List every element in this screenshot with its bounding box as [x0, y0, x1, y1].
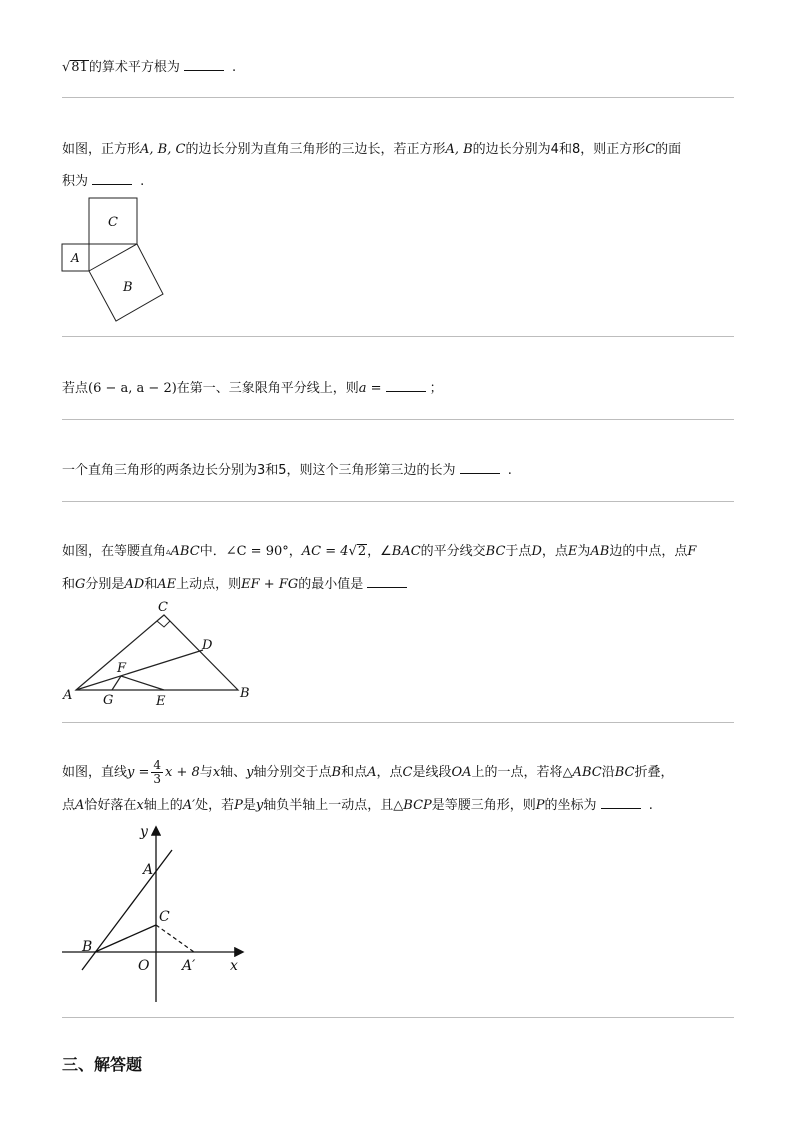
figure-squares — [60, 196, 170, 324]
question-4: 一个直角三角形的两条边长分别为3和5，则这个三角形第三边的长为 . — [62, 463, 512, 478]
answer-blank — [460, 461, 500, 474]
point-expr: (6 − a, a − 2) — [88, 381, 177, 396]
label-b: B — [82, 939, 93, 955]
label-x: x — [230, 958, 238, 974]
label-c: C — [158, 600, 168, 615]
right-angle-mark — [157, 621, 170, 627]
divider — [62, 1017, 734, 1018]
label-o: O — [138, 958, 150, 974]
divider — [62, 501, 734, 502]
label-a: A — [63, 688, 73, 703]
label-y: y — [140, 824, 148, 840]
label-f: F — [117, 661, 127, 676]
question-2-line-1: 如图，正方形A, B, C的边长分别为直角三角形的三边长，若正方形A, B的边长分别为4和8，则正方形C的面 — [62, 142, 682, 157]
answer-blank — [92, 172, 132, 185]
segment-ad — [76, 650, 203, 690]
divider — [62, 97, 734, 98]
segment-bc — [95, 925, 156, 952]
label-a: A — [71, 251, 80, 265]
fraction-4-3: $\frac{4}{3}$ — [153, 758, 162, 786]
figure-coordinate — [60, 822, 250, 1004]
label-a: A — [143, 862, 154, 878]
figure-triangle — [60, 598, 260, 710]
answer-blank — [184, 58, 224, 71]
question-1: √81的算术平方根为 . — [62, 60, 237, 75]
question-6-line-2: 点A恰好落在x轴上的A′处，若P是y轴负半轴上一动点，且△BCP是等腰三角形，则P的坐标为 . — [62, 798, 653, 813]
sqrt-81: 81 — [71, 60, 88, 75]
label-e: E — [156, 694, 166, 709]
label-g: G — [103, 693, 114, 708]
segment-fe — [121, 676, 164, 690]
section-heading: 三、解答题 — [62, 1055, 143, 1074]
label-b: B — [240, 686, 250, 701]
answer-blank — [367, 575, 407, 588]
question-5-line-2: 和G分别是AD和AE上动点，则EF + FG的最小值是 — [62, 575, 411, 595]
divider — [62, 336, 734, 337]
label-d: D — [202, 638, 213, 653]
label-b: B — [123, 280, 133, 295]
triangle-abc — [76, 615, 238, 690]
question-3: 若点(6 − a, a − 2)在第一、三象限角平分线上，则a = ； — [62, 381, 443, 396]
segment-ca-prime — [156, 925, 194, 952]
divider — [62, 419, 734, 420]
label-a-prime: A′ — [182, 958, 196, 974]
question-5-line-1: 如图，在等腰直角▵ABC中．∠C = 90°，AC = 4√2，∠BAC的平分线交BC于点D，点E为AB边的中点，点F — [62, 544, 697, 559]
answer-blank — [601, 796, 641, 809]
answer-blank — [386, 379, 426, 392]
question-2-line-2: 积为 . — [62, 174, 145, 189]
question-6-line-1: 如图，直线y = $\frac{4}{3}$ x + 8与x轴、y轴分别交于点B和点A，点C是线段OA上的一点，若将△ABC沿BC折叠， — [62, 758, 674, 786]
label-c: C — [159, 909, 170, 925]
divider — [62, 722, 734, 723]
label-c: C — [108, 215, 118, 230]
